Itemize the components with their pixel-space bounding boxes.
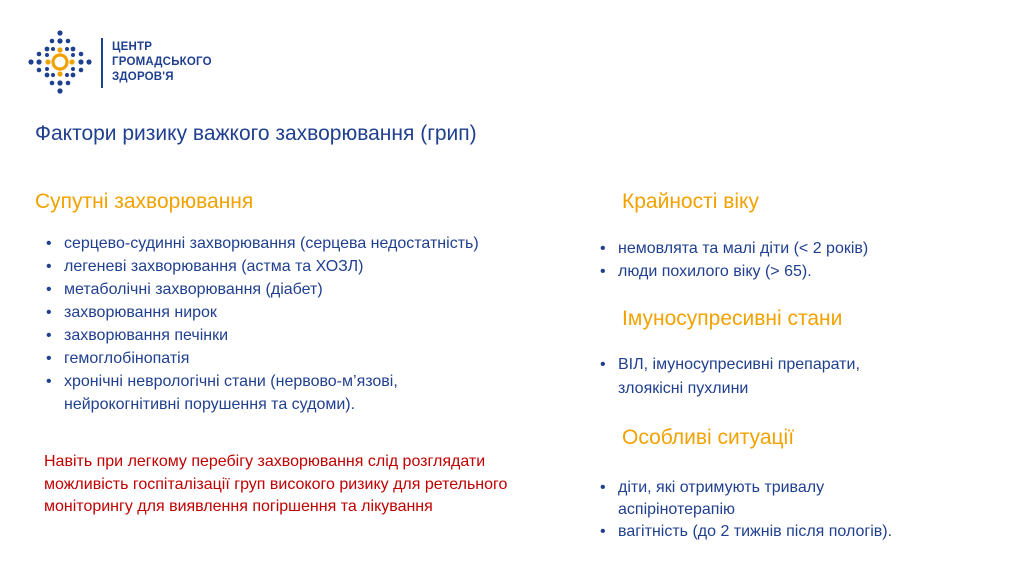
special-heading: Особливі ситуації — [622, 426, 795, 449]
list-item: • серцево-судинні захворювання (серцева недостатність) — [42, 232, 479, 255]
immuno-list — [596, 353, 860, 376]
list-item: • вагітність (до 2 тижнів після пологів). — [596, 520, 892, 543]
list-item: • немовлята та малі діти (< 2 років) — [596, 237, 868, 260]
age-list — [596, 237, 868, 283]
special-list — [596, 476, 824, 499]
immuno-heading: Імуносупресивні стани — [622, 307, 843, 330]
list-item: • захворювання нирок — [42, 301, 479, 324]
list-item-continuation: аспірінотерапію — [618, 501, 736, 518]
list-item: • діти, які отримують тривалу — [596, 476, 824, 499]
logo-line-1: ЦЕНТР — [112, 41, 153, 53]
logo-wordmark — [112, 40, 212, 85]
list-item: • гемоглобінопатія — [42, 347, 479, 370]
slide-title: Фактори ризику важкого захворювання (грип) — [35, 122, 477, 145]
list-item: • легеневі захворювання (астма та ХОЗЛ) — [42, 255, 479, 278]
list-item-continuation: нейрокогнітивні порушення та судоми). — [64, 396, 356, 413]
list-item-continuation: злоякісні пухлини — [618, 380, 749, 397]
logo-divider — [101, 38, 103, 88]
special-list-2 — [596, 520, 892, 543]
list-item: • захворювання печінки — [42, 324, 479, 347]
comorbidities-heading: Супутні захворювання — [35, 190, 254, 213]
comorbidities-list — [42, 232, 479, 393]
list-item: • хронічні неврологічні стани (нервово-м’язові, — [42, 370, 479, 393]
hospitalization-note: Навіть при легкому перебігу захворювання слід розглядати можливість госпіталізації груп високого ризику для ретельного моніторингу для виявлення погіршення та лікування — [44, 453, 508, 515]
age-heading: Крайності віку — [622, 190, 759, 213]
logo-line-2: ГРОМАДСЬКОГО — [112, 56, 212, 68]
list-item: • метаболічні захворювання (діабет) — [42, 278, 479, 301]
public-health-center-logo-icon — [28, 30, 92, 94]
list-item: • люди похилого віку (> 65). — [596, 260, 868, 283]
logo-line-3: ЗДОРОВ'Я — [112, 71, 174, 83]
list-item: • ВІЛ, імуносупресивні препарати, — [596, 353, 860, 376]
